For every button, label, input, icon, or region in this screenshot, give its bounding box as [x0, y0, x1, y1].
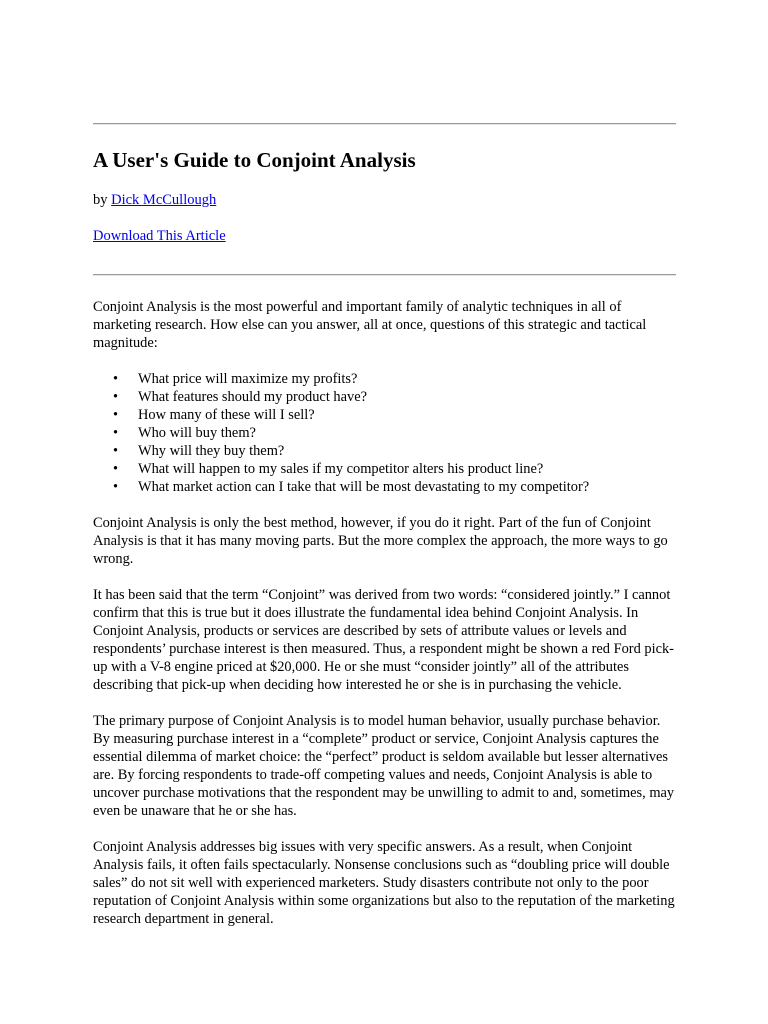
list-item: • Why will they buy them?: [93, 442, 676, 460]
list-item: • What will happen to my sales if my competitor alters his product line?: [93, 460, 676, 478]
intro-paragraph: Conjoint Analysis is the most powerful and important family of analytic techniques in all of marketing research. How else can you answer, all at once, questions of this strategic and tactical magnitude:: [93, 299, 647, 351]
paragraph-considered-jointly: It has been said that the term “Conjoint” was derived from two words: “considered jointly.” I cannot confirm that this is true but it does illustrate the fundamental idea behind Conjoint Analysis. In Conjoint Analysis, products or services are described by sets of attribute values or levels and respondents’ purchase interest is then measured. Thus, a respondent might be shown a red Ford pick-up with a V-8 engine priced at $20,000. He or she must “consider jointly” all of the attributes describing that pick-up when deciding how interested he or she is in purchasing the vehicle.: [93, 587, 674, 693]
list-item: • What price will maximize my profits?: [93, 370, 676, 388]
list-item: • Who will buy them?: [93, 424, 676, 442]
question-list: [93, 370, 676, 496]
paragraph-big-issues: Conjoint Analysis addresses big issues with very specific answers. As a result, when Conjoint Analysis fails, it often fails spectacularly. Nonsense conclusions such as “doubling price will double sales” do not sit well with experienced marketers. Study disasters contribute not only to the poor reputation of Conjoint Analysis within some organizations but also to the reputation of the marketing research department in general.: [93, 839, 675, 927]
section-divider: [93, 274, 676, 276]
download-article-link[interactable]: Download This Article: [93, 228, 226, 244]
top-divider: [93, 123, 676, 125]
list-item: • What market action can I take that will be most devastating to my competitor?: [93, 478, 676, 496]
author-link[interactable]: Dick McCullough: [111, 192, 217, 208]
paragraph-moving-parts: Conjoint Analysis is only the best method, however, if you do it right. Part of the fun of Conjoint Analysis is that it has many moving parts. But the more complex the approach, the more ways to go wrong.: [93, 515, 668, 567]
article-title: A User's Guide to Conjoint Analysis: [93, 148, 416, 172]
list-item: • How many of these will I sell?: [93, 406, 676, 424]
byline-prefix: by: [93, 192, 112, 208]
article-body: [93, 298, 676, 946]
list-item: • What features should my product have?: [93, 388, 676, 406]
download-row: [93, 227, 226, 245]
paragraph-primary-purpose: The primary purpose of Conjoint Analysis is to model human behavior, usually purchase behavior. By measuring purchase interest in a “complete” product or service, Conjoint Analysis captures the essential dilemma of market choice: the “perfect” product is seldom available but lesser alternatives are. By forcing respondents to trade-off competing values and needs, Conjoint Analysis is able to uncover purchase motivations that the respondent may be unwilling to admit to and, sometimes, may even be unaware that he or she has.: [93, 713, 675, 819]
byline: [93, 191, 216, 209]
